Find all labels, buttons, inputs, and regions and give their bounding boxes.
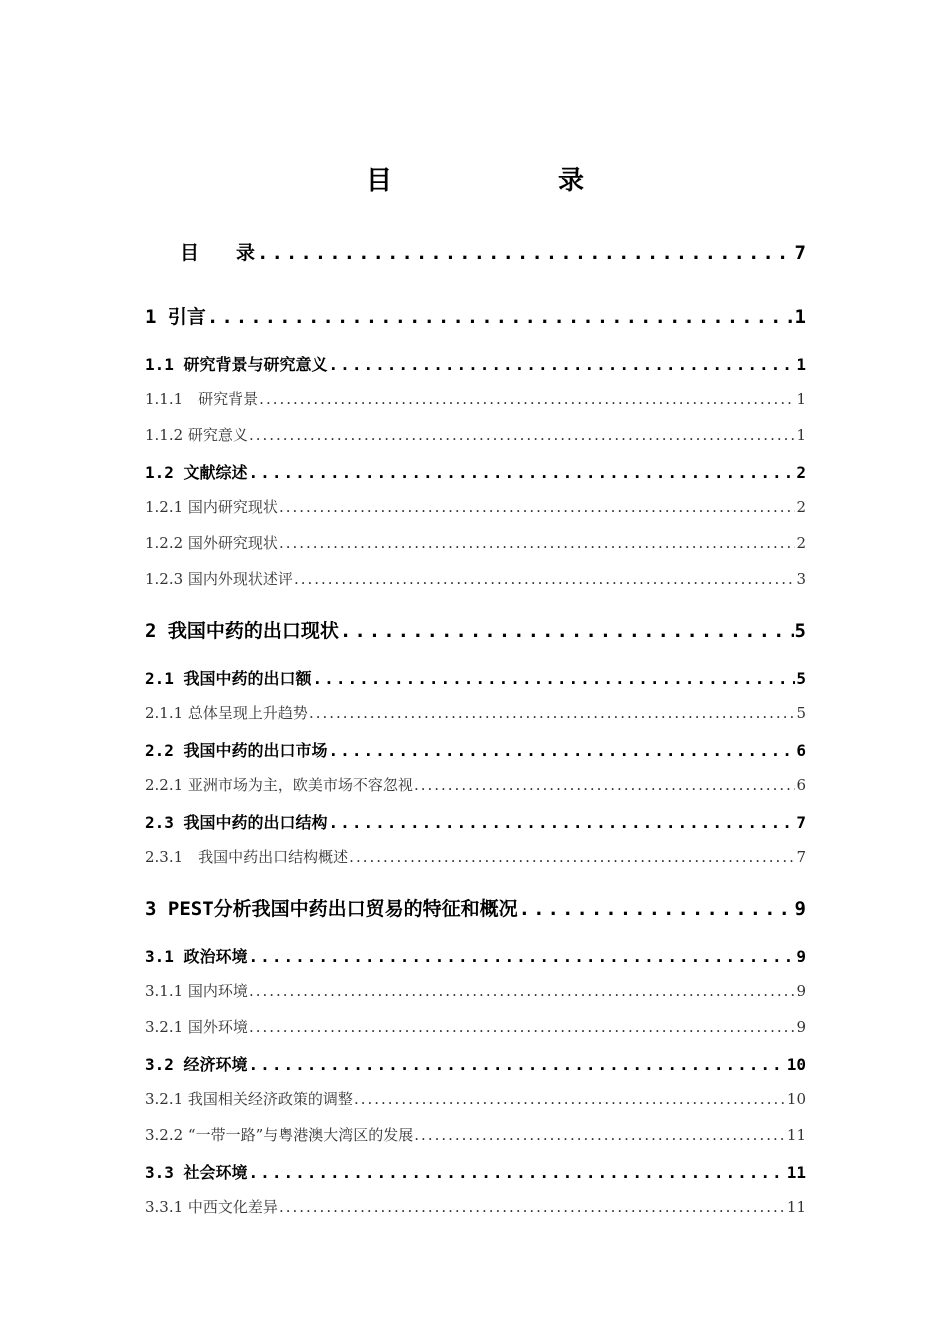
toc-entry-label: 2.2 我国中药的出口市场: [145, 741, 328, 760]
leader-dots: [329, 813, 796, 832]
toc-entry-label: 2 我国中药的出口现状: [145, 620, 339, 642]
toc-entry-page: 7: [794, 242, 806, 264]
leader-dots: [340, 620, 794, 642]
toc-entry-label: 目 录: [180, 242, 257, 264]
toc-entry-label: 1.1.1 研究背景: [145, 390, 259, 408]
toc-entry-label: 3.1 政治环境: [145, 947, 248, 966]
leader-dots: [249, 463, 796, 482]
toc-entry-page: 5: [796, 704, 806, 722]
leader-dots: [294, 570, 796, 588]
toc-entry-subsection[interactable]: [145, 1088, 806, 1109]
toc-entry-contents[interactable]: [145, 238, 806, 265]
toc-entry-label: 2.3.1 我国中药出口结构概述: [145, 848, 349, 866]
toc-entry-section[interactable]: [145, 666, 806, 689]
toc-entry-subsection[interactable]: [145, 846, 806, 867]
toc-entry-chapter[interactable]: [145, 302, 806, 329]
leader-dots: [249, 947, 796, 966]
leader-dots: [249, 1163, 786, 1182]
toc-entry-subsection[interactable]: [145, 774, 806, 795]
toc-entry-label: 3.3.1 中西文化差异: [145, 1198, 278, 1216]
leader-dots: [207, 306, 794, 328]
toc-entry-label: 2.3 我国中药的出口结构: [145, 813, 328, 832]
leader-dots: [354, 1090, 786, 1108]
toc-entry-page: 1: [794, 306, 806, 328]
toc-entry-page: 7: [796, 848, 806, 866]
toc-entry-label: 1.2 文献综述: [145, 463, 248, 482]
toc-entry-page: 1: [796, 390, 806, 408]
leader-dots: [249, 426, 796, 444]
leader-dots: [249, 1055, 786, 1074]
page-title: 目 录: [365, 166, 622, 196]
toc-entry-label: 1.2.2 国外研究现状: [145, 534, 278, 552]
toc-entry-subsection[interactable]: [145, 424, 806, 445]
leader-dots: [329, 741, 796, 760]
leader-dots: [329, 355, 796, 374]
toc-entry-page: 1: [796, 355, 806, 374]
toc-entry-page: 11: [786, 1126, 806, 1144]
toc-entry-label: 1.1 研究背景与研究意义: [145, 355, 328, 374]
toc-entry-page: 9: [796, 947, 806, 966]
toc-entry-page: 9: [796, 982, 806, 1000]
leader-dots: [279, 1198, 786, 1216]
toc-entry-section[interactable]: [145, 944, 806, 967]
leader-dots: [414, 1126, 786, 1144]
toc-entry-label: 3.2.2 “一带一路”与粤港澳大湾区的发展: [145, 1126, 414, 1144]
toc-entry-section[interactable]: [145, 738, 806, 761]
toc-entry-chapter[interactable]: [145, 894, 806, 921]
toc-entry-section[interactable]: [145, 1052, 806, 1075]
leader-dots: [313, 669, 796, 688]
toc-entry-section[interactable]: [145, 352, 806, 375]
toc-entry-page: 7: [796, 813, 806, 832]
toc-entry-label: 2.1.1 总体呈现上升趋势: [145, 704, 308, 722]
toc-entry-label: 2.1 我国中药的出口额: [145, 669, 312, 688]
toc-entry-section[interactable]: [145, 810, 806, 833]
toc-entry-subsection[interactable]: [145, 702, 806, 723]
toc-entry-page: 9: [794, 898, 806, 920]
toc-entry-label: 3.3 社会环境: [145, 1163, 248, 1182]
toc-entry-page: 11: [786, 1198, 806, 1216]
leader-dots: [414, 776, 796, 794]
toc-entry-page: 3: [796, 570, 806, 588]
toc-entry-subsection[interactable]: [145, 532, 806, 553]
toc-entry-page: 2: [796, 463, 806, 482]
leader-dots: [259, 390, 795, 408]
toc-entry-subsection[interactable]: [145, 568, 806, 589]
leader-dots: [279, 534, 796, 552]
leader-dots: [309, 704, 796, 722]
leader-dots: [257, 242, 794, 264]
toc-entry-subsection[interactable]: [145, 496, 806, 517]
leader-dots: [279, 498, 796, 516]
toc-entry-label: 1.1.2 研究意义: [145, 426, 248, 444]
leader-dots: [519, 898, 794, 920]
toc-entry-page: 10: [786, 1090, 806, 1108]
toc-entry-subsection[interactable]: [145, 980, 806, 1001]
toc-entry-label: 1 引言: [145, 306, 206, 328]
toc-entry-label: 3.2.1 我国相关经济政策的调整: [145, 1090, 353, 1108]
toc-entry-page: 5: [794, 620, 806, 642]
toc-entry-page: 6: [796, 776, 806, 794]
toc-entry-label: 3.2.1 国外环境: [145, 1018, 248, 1036]
toc-entry-page: 2: [796, 534, 806, 552]
leader-dots: [349, 848, 795, 866]
toc-entry-subsection[interactable]: [145, 1016, 806, 1037]
toc-entry-page: 1: [796, 426, 806, 444]
toc-entry-label: 3.2 经济环境: [145, 1055, 248, 1074]
toc-entry-page: 2: [796, 498, 806, 516]
toc-entry-label: 3.1.1 国内环境: [145, 982, 248, 1000]
toc-entry-label: 1.2.1 国内研究现状: [145, 498, 278, 516]
toc-entry-chapter[interactable]: [145, 616, 806, 643]
leader-dots: [249, 1018, 796, 1036]
toc-entry-subsection[interactable]: [145, 1124, 806, 1145]
toc-entry-label: 2.2.1 亚洲市场为主，欧美市场不容忽视: [145, 776, 413, 794]
toc-entry-section[interactable]: [145, 1160, 806, 1183]
toc-entry-section[interactable]: [145, 460, 806, 483]
toc-entry-page: 11: [786, 1163, 806, 1182]
toc-entry-label: 3 PEST分析我国中药出口贸易的特征和概况: [145, 898, 518, 920]
toc-entry-subsection[interactable]: [145, 388, 806, 409]
leader-dots: [249, 982, 796, 1000]
toc-entry-page: 9: [796, 1018, 806, 1036]
toc-entry-label: 1.2.3 国内外现状述评: [145, 570, 293, 588]
toc-entry-page: 10: [786, 1055, 806, 1074]
toc-entry-page: 5: [796, 669, 806, 688]
toc-entry-page: 6: [796, 741, 806, 760]
toc-entry-subsection[interactable]: [145, 1196, 806, 1217]
